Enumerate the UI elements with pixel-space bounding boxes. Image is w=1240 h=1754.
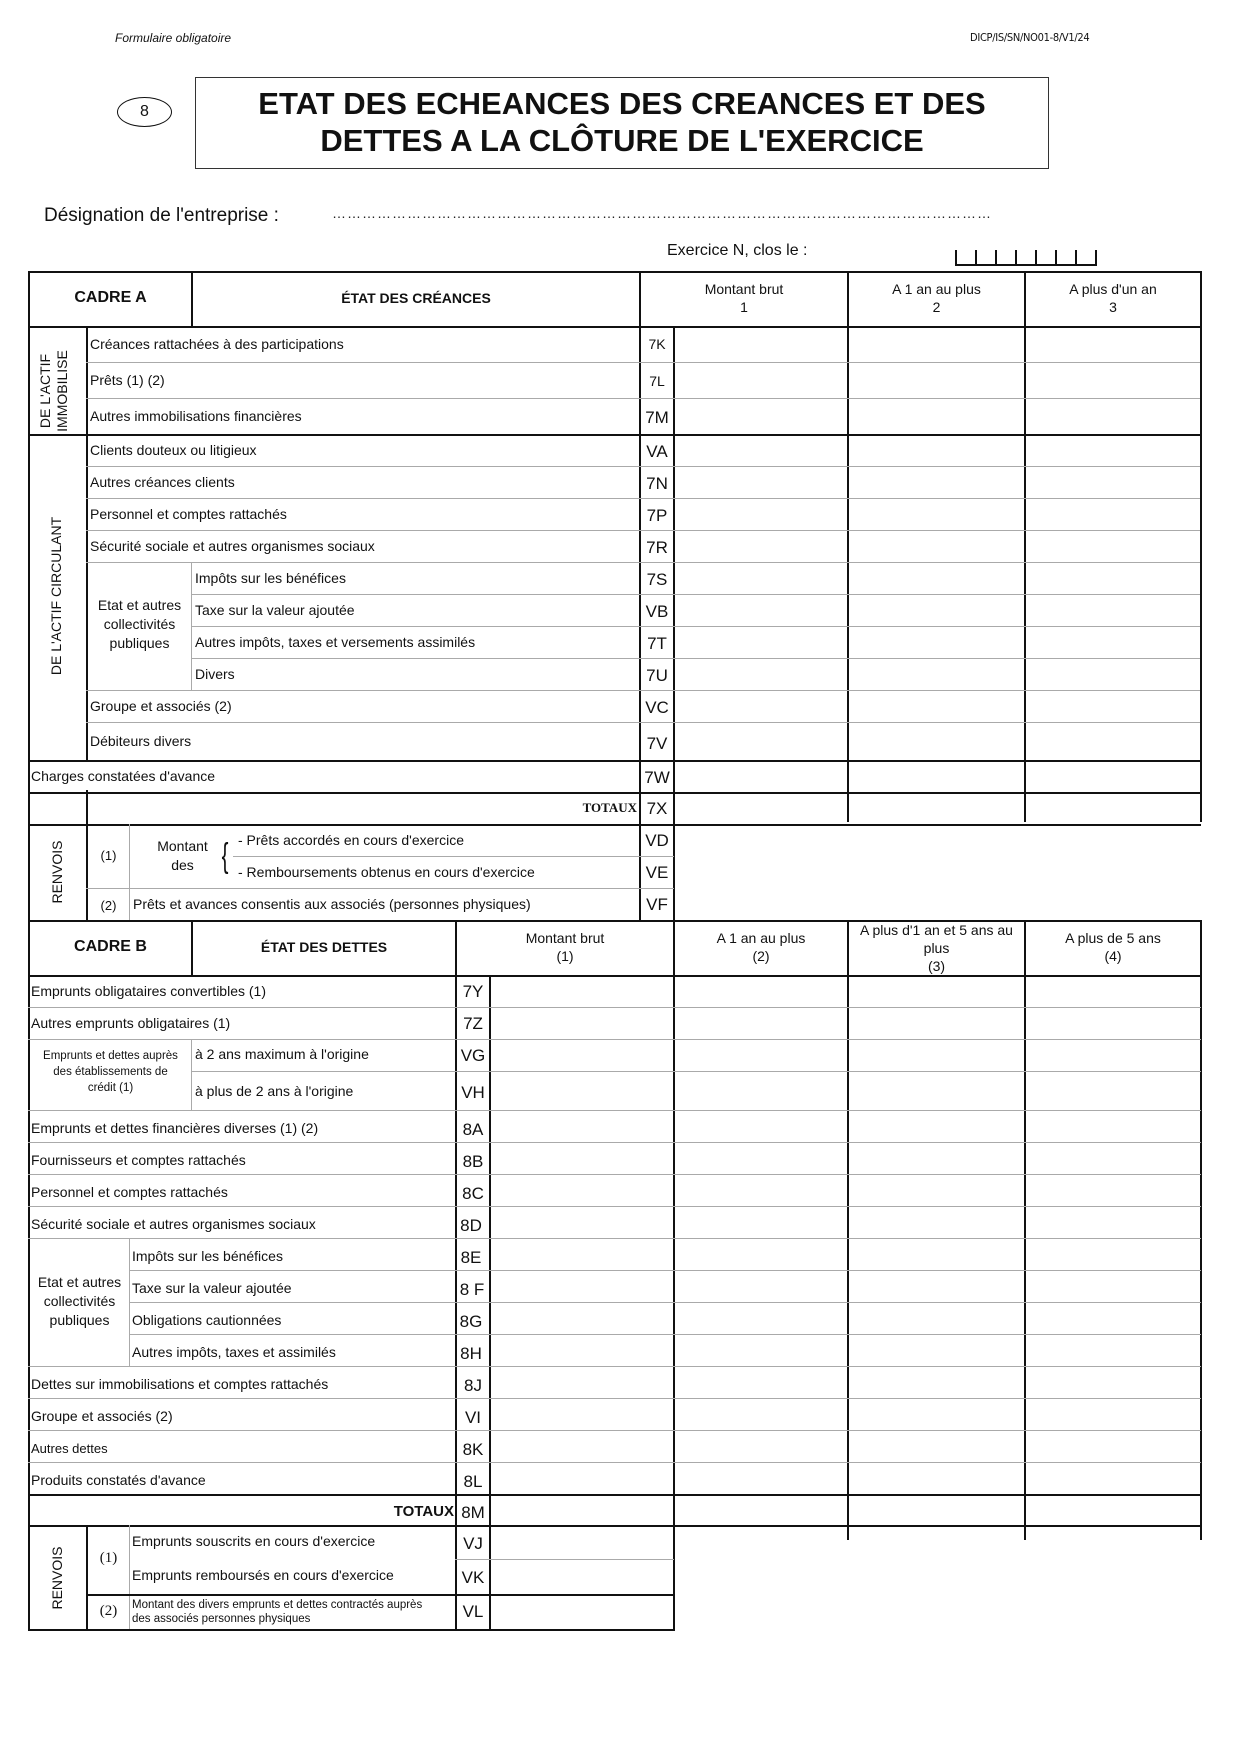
date-box[interactable] xyxy=(1035,250,1055,266)
row-label: Obligations cautionnées xyxy=(132,1312,282,1328)
renvoi-label xyxy=(132,1598,422,1626)
row-code: 8C xyxy=(462,1184,484,1203)
row-label: Produits constatés d'avance xyxy=(31,1472,206,1488)
renvoi-ref-1: (1) xyxy=(100,848,117,863)
row-code: 7P xyxy=(646,506,668,525)
row-code: 7U xyxy=(646,666,668,685)
row-label: Sécurité sociale et autres organismes sociaux xyxy=(31,1216,316,1232)
row-label: Dettes sur immobilisations et comptes rattachés xyxy=(31,1376,329,1392)
cadre-b-col-1-an xyxy=(675,929,847,965)
group-label-line: collectivités xyxy=(43,1293,116,1309)
date-box[interactable] xyxy=(995,250,1015,266)
row-code: VB xyxy=(645,602,669,621)
input-7Y-1an[interactable] xyxy=(675,977,847,1007)
col-num: (1) xyxy=(556,948,574,964)
col-label: A 1 an au plus xyxy=(716,930,806,946)
renvoi-label: - Prêts accordés en cours d'exercice xyxy=(238,832,464,848)
date-box[interactable] xyxy=(955,250,975,266)
exercice-date-input[interactable] xyxy=(955,250,1097,266)
row-code: 7X xyxy=(646,799,668,818)
row-label: Groupe et associés (2) xyxy=(31,1408,173,1424)
form-reference: DICP/IS/SN/NO01-8/V1/24 xyxy=(970,31,1090,44)
group-label-line: Etat et autres xyxy=(37,1274,122,1290)
row-code: 7T xyxy=(647,634,667,653)
input-VD-montant[interactable] xyxy=(675,826,847,856)
col-label: A plus de 5 ans xyxy=(1065,930,1161,946)
input-VE-montant[interactable] xyxy=(675,858,847,888)
input-7K-plus1an[interactable] xyxy=(1026,327,1200,361)
renvoi-label: - Remboursements obtenus en cours d'exercice xyxy=(238,864,535,880)
cadre-a-col-plus-1-an xyxy=(1026,280,1200,316)
input-7Y-montant[interactable] xyxy=(491,977,673,1007)
row-label: Autres créances clients xyxy=(90,474,235,490)
row-code: 8D xyxy=(460,1216,482,1235)
row-code: 7N xyxy=(646,474,668,493)
renvoi-ref-2: (2) xyxy=(99,1603,118,1619)
totals-label: TOTAUX xyxy=(582,800,637,815)
cadre-b-col-montant-brut xyxy=(457,929,673,965)
group-label-line: des établissements de xyxy=(53,1066,168,1078)
renvoi-ref-1: (1) xyxy=(99,1550,118,1566)
row-label: Impôts sur les bénéfices xyxy=(195,570,346,586)
input-7W-montant[interactable] xyxy=(675,762,847,792)
row-code: VD xyxy=(645,831,669,850)
date-box[interactable] xyxy=(1075,250,1097,266)
row-label: Taxe sur la valeur ajoutée xyxy=(132,1280,292,1296)
col-num: 3 xyxy=(1109,299,1117,315)
row-label: Autres impôts, taxes et versements assimilés xyxy=(195,634,476,650)
cadre-b-etat-group xyxy=(30,1273,129,1330)
row-label: Divers xyxy=(195,666,235,682)
cadre-b-col-1-5-ans xyxy=(849,921,1024,975)
renvoi-label: Prêts et avances consentis aux associés (personnes physiques) xyxy=(133,896,531,912)
cadre-a-subtitle: ÉTAT DES CRÉANCES xyxy=(341,290,491,306)
group-label-line: Emprunts et dettes auprès xyxy=(43,1050,178,1062)
page-title-line2: DETTES A LA CLÔTURE DE L'EXERCICE xyxy=(320,123,924,158)
form-label: Formulaire obligatoire xyxy=(115,31,232,45)
row-label: Personnel et comptes rattachés xyxy=(31,1184,228,1200)
row-label: Groupe et associés (2) xyxy=(90,698,232,714)
row-label: à 2 ans maximum à l'origine xyxy=(195,1046,369,1062)
cadre-a-etat-group xyxy=(88,596,191,653)
group-actif-circulant: DE L'ACTIF CIRCULANT xyxy=(48,516,64,676)
row-code: VE xyxy=(645,863,669,882)
group-label-line: publiques xyxy=(49,1312,110,1328)
input-7M-montant[interactable] xyxy=(675,399,847,433)
input-VA-montant[interactable] xyxy=(675,436,847,466)
credit-group-label xyxy=(30,1048,191,1096)
col-num: (2) xyxy=(752,948,770,964)
col-label: A plus d'un an xyxy=(1069,281,1157,297)
renvoi-label: Emprunts souscrits en cours d'exercice xyxy=(132,1533,376,1549)
cadre-a-col-1-an xyxy=(849,280,1024,316)
designation-input[interactable]: …………………………………………………………………………………………………………………… xyxy=(332,205,992,221)
col-label: A 1 an au plus xyxy=(892,281,981,297)
cadre-b-title: CADRE B xyxy=(74,938,147,955)
row-label: Charges constatées d'avance xyxy=(31,768,216,784)
input-7L-1an[interactable] xyxy=(849,363,1024,397)
row-code: VI xyxy=(464,1408,482,1427)
designation-label: Désignation de l'entreprise : xyxy=(44,205,279,226)
row-label: Autres immobilisations financières xyxy=(90,408,302,424)
group-label-line: IMMOBILISE xyxy=(54,350,70,432)
row-code: 8M xyxy=(461,1503,485,1522)
input-7L-montant[interactable] xyxy=(675,363,847,397)
row-code: VJ xyxy=(463,1534,483,1553)
input-7M-plus1an[interactable] xyxy=(1026,399,1200,433)
page-title xyxy=(195,77,1049,169)
row-code: 8E xyxy=(460,1248,482,1267)
input-7K-montant[interactable] xyxy=(675,327,847,361)
input-7M-1an[interactable] xyxy=(849,399,1024,433)
row-label: Autres dettes xyxy=(31,1441,108,1456)
row-label: Prêts (1) (2) xyxy=(90,372,165,388)
group-label-line: collectivités xyxy=(103,616,176,632)
input-VJ-montant[interactable] xyxy=(491,1527,673,1559)
renvoi-ref-2: (2) xyxy=(100,898,117,913)
row-label: Taxe sur la valeur ajoutée xyxy=(195,602,355,618)
montant-des-label xyxy=(140,837,225,875)
row-label: Impôts sur les bénéfices xyxy=(132,1248,283,1264)
input-VF-montant[interactable] xyxy=(675,890,847,920)
row-code: VK xyxy=(461,1568,485,1587)
row-label: Clients douteux ou litigieux xyxy=(90,442,257,458)
renvoi-label: Emprunts remboursés en cours d'exercice xyxy=(132,1567,394,1583)
cadre-a-renvois-label: RENVOIS xyxy=(49,840,65,904)
row-code: 7Z xyxy=(463,1014,483,1033)
row-code: 7L xyxy=(649,373,665,389)
date-box[interactable] xyxy=(975,250,995,266)
row-label: Personnel et comptes rattachés xyxy=(90,506,287,522)
row-code: 7K xyxy=(648,336,666,352)
row-code: VF xyxy=(646,895,668,914)
input-7K-1an[interactable] xyxy=(849,327,1024,361)
input-8M-montant[interactable] xyxy=(491,1496,673,1525)
row-code: 7Y xyxy=(462,982,484,1001)
row-code: VA xyxy=(646,442,668,461)
row-code: 8A xyxy=(462,1120,484,1139)
label-line: Montant des divers emprunts et dettes contractés auprès xyxy=(132,1599,423,1611)
row-code: 8L xyxy=(463,1472,483,1491)
col-label: plus xyxy=(923,940,950,956)
input-VL-montant[interactable] xyxy=(491,1596,673,1629)
row-label: Créances rattachées à des participations xyxy=(90,336,344,352)
row-label: Emprunts obligataires convertibles (1) xyxy=(31,983,266,999)
cadre-b-subtitle: ÉTAT DES DETTES xyxy=(260,939,388,955)
row-label: Débiteurs divers xyxy=(90,733,192,749)
row-code: 7W xyxy=(644,768,670,787)
row-label: Autres impôts, taxes et assimilés xyxy=(132,1344,336,1360)
row-label: à plus de 2 ans à l'origine xyxy=(195,1083,354,1099)
label-line: Montant xyxy=(157,838,208,854)
row-label: Fournisseurs et comptes rattachés xyxy=(31,1152,246,1168)
row-code: VG xyxy=(460,1046,486,1065)
group-actif-immobilise xyxy=(37,341,77,441)
col-label: Montant brut xyxy=(525,930,605,946)
row-code: 8K xyxy=(462,1440,484,1459)
label-line: des xyxy=(171,857,194,873)
row-label: Autres emprunts obligataires (1) xyxy=(31,1015,231,1031)
row-label: Emprunts et dettes financières diverses (1) (2) xyxy=(31,1120,319,1136)
input-7Y-plus5ans[interactable] xyxy=(1026,977,1200,1007)
date-box[interactable] xyxy=(1055,250,1075,266)
row-code: 7S xyxy=(646,570,668,589)
input-7L-plus1an[interactable] xyxy=(1026,363,1200,397)
row-code: 8J xyxy=(464,1376,482,1395)
group-label-line: publiques xyxy=(109,635,170,651)
group-label-line: DE L'ACTIF xyxy=(37,353,53,429)
totals-label: TOTAUX xyxy=(393,1503,454,1520)
row-label: Sécurité sociale et autres organismes sociaux xyxy=(90,538,375,554)
col-label: Montant brut xyxy=(704,281,784,297)
row-code: 8B xyxy=(462,1152,484,1171)
col-label: A plus d'1 an et 5 ans au xyxy=(860,922,1013,938)
input-VK-montant[interactable] xyxy=(491,1561,673,1594)
input-7Y-1-5ans[interactable] xyxy=(849,977,1024,1007)
label-line: des associés personnes physiques xyxy=(132,1613,311,1625)
row-code: VL xyxy=(462,1602,484,1621)
row-code: VC xyxy=(645,698,669,717)
cadre-a-title: CADRE A xyxy=(74,289,147,306)
cadre-a-col-montant-brut xyxy=(641,280,847,316)
brace-icon: { xyxy=(221,837,229,875)
group-label-line: Etat et autres xyxy=(97,597,182,613)
row-code: 8H xyxy=(460,1344,482,1363)
group-label-line: crédit (1) xyxy=(87,1082,134,1094)
row-code: 8 F xyxy=(459,1280,485,1299)
date-box[interactable] xyxy=(1015,250,1035,266)
form-number-badge: 8 xyxy=(117,97,172,127)
exercice-label: Exercice N, clos le : xyxy=(667,242,808,259)
row-code: 7V xyxy=(646,734,668,753)
page-title-line1: ETAT DES ECHEANCES DES CREANCES ET DES xyxy=(258,86,986,121)
cadre-b-renvois-label: RENVOIS xyxy=(49,1546,65,1610)
row-code: 7M xyxy=(645,408,669,427)
col-num: (4) xyxy=(1104,948,1122,964)
input-7X-montant[interactable] xyxy=(675,794,847,824)
row-code: 8G xyxy=(459,1312,483,1331)
row-code: VH xyxy=(461,1083,485,1102)
col-num: (3) xyxy=(927,958,946,974)
col-num: 2 xyxy=(932,299,941,315)
row-code: 7R xyxy=(646,538,668,557)
cadre-b-col-plus-5-ans xyxy=(1026,929,1200,965)
col-num: 1 xyxy=(740,299,748,315)
